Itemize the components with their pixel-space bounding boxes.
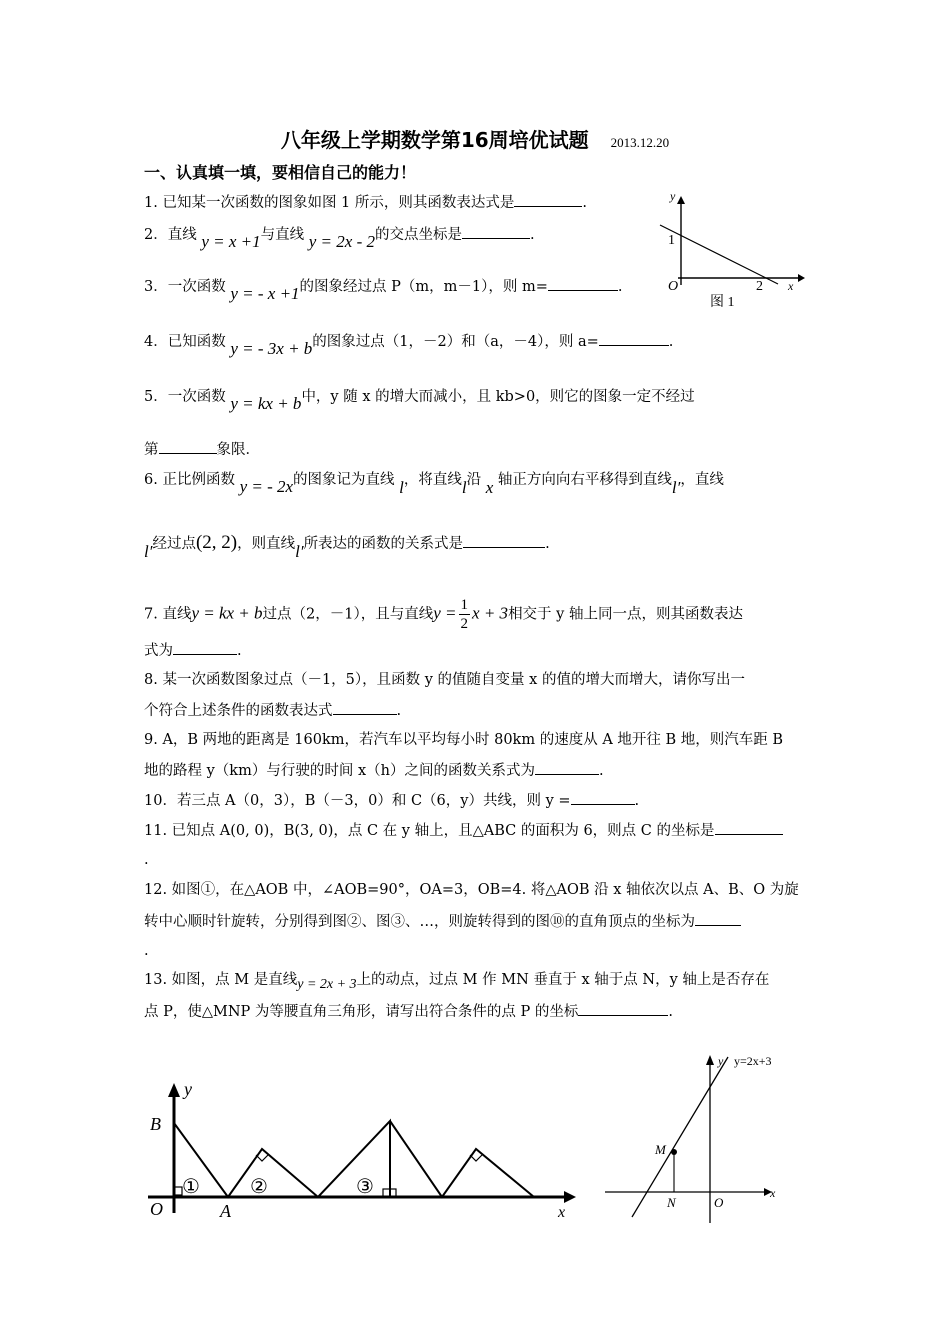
q6-line-lp: l′ bbox=[144, 542, 153, 561]
q6-x: x bbox=[485, 478, 494, 497]
question-8 bbox=[144, 670, 745, 690]
question-11 bbox=[144, 820, 783, 841]
q11-text: 11. 已知点 A(0, 0)，B(3, 0)，点 C 在 y 轴上，且△ABC 的面积为 6，则点 C 的坐标是 bbox=[144, 823, 715, 839]
q7-equation-2a: y = bbox=[433, 603, 457, 623]
fig1-y-arrow bbox=[677, 196, 685, 204]
q1-text: 1. 已知某一次函数的图象如图 1 所示，则其函数表达式是 bbox=[144, 195, 515, 211]
question-12-line-2 bbox=[144, 911, 741, 932]
q7-mid: 过点（2，－1），且与直线 bbox=[262, 606, 434, 623]
q6-pre: 6. 正比例函数 bbox=[144, 472, 235, 488]
question-12-line-3 bbox=[144, 941, 149, 961]
fig1-intercept-label: 1 bbox=[668, 233, 675, 248]
answer-blank bbox=[535, 760, 599, 775]
fig12-triangle-4 bbox=[390, 1121, 534, 1197]
q12-line1: 12. 如图①，在△AOB 中，∠AOB=90°，OA=3，OB=4. 将△AOB 沿 x 轴依次以点 A、B、O 为旋 bbox=[144, 882, 799, 898]
answer-blank bbox=[599, 331, 669, 346]
q2-pre: 2．直线 bbox=[144, 227, 197, 243]
fig13-N-label: N bbox=[667, 1195, 676, 1210]
q5-equation: y = kx + b bbox=[230, 394, 302, 413]
q7-post: 相交于 y 轴上同一点，则其函数表达 bbox=[508, 606, 743, 623]
answer-blank bbox=[462, 224, 530, 239]
question-3: 3．一次函数 y = - x +1的图象经过点 P（m，m－1），则 m= . bbox=[144, 276, 623, 297]
section-heading: 一、认真填一填，要相信自己的能力！ bbox=[144, 163, 417, 182]
q6-line-l: l bbox=[461, 478, 467, 497]
fig13-line-label: y=2x+3 bbox=[734, 1054, 772, 1068]
q13-post: 上的动点，过点 M 作 MN 垂直于 x 轴于点 N，y 轴上是否存在 bbox=[356, 972, 770, 988]
q6-line-lp: l′ bbox=[671, 478, 681, 497]
q6-line2-b: ，则直线 bbox=[237, 536, 296, 552]
fig13-M-label: M bbox=[655, 1142, 666, 1157]
question-10: 10．若三点 A（0，3），B（－3，0）和 C（6，y）共线，则 y = . bbox=[144, 790, 639, 811]
q8-line2: 个符合上述条件的函数表达式 bbox=[144, 703, 333, 719]
q9-line1: 9. A，B 两地的距离是 160km，若汽车以平均每小时 80km 的速度从 A 地开往 B 地，则汽车距 B bbox=[144, 732, 784, 748]
answer-blank bbox=[173, 640, 237, 655]
fig12-x-arrow bbox=[564, 1191, 576, 1203]
question-5-line-2 bbox=[144, 439, 260, 460]
q12-line3: . bbox=[144, 943, 149, 959]
q8-line1: 8. 某一次函数图象过点（－1，5），且函数 y 的值随自变量 x 的值的增大而增大，请你写出一 bbox=[144, 672, 745, 688]
answer-blank bbox=[514, 192, 582, 207]
q6-mid3: 沿 bbox=[466, 472, 482, 488]
q7-line2: 式为 bbox=[144, 643, 173, 659]
question-6 bbox=[144, 469, 724, 497]
q5-post: 中，y 随 x 的增大而减小，且 kb>0，则它的图象一定不经过 bbox=[301, 389, 695, 405]
question-13-line-2 bbox=[144, 1001, 673, 1022]
fig12-B-label: B bbox=[150, 1114, 161, 1134]
q9-line2: 地的路程 y（km）与行驶的时间 x（h）之间的函数关系式为 bbox=[144, 763, 535, 779]
q12-line2: 转中心顺时针旋转，分别得到图②、图③、…，则旋转得到的图⑩的直角顶点的坐标为 bbox=[144, 914, 695, 930]
question-12 bbox=[144, 880, 799, 900]
q13-pre: 13. 如图，点 M 是直线 bbox=[144, 972, 298, 988]
q5-line2-post: 象限． bbox=[216, 442, 260, 458]
question-7 bbox=[144, 596, 743, 633]
q13-line2-end: . bbox=[668, 1004, 673, 1020]
q7-equation-2b: x + 3 bbox=[472, 603, 509, 623]
figure-1 bbox=[650, 190, 810, 315]
answer-blank bbox=[463, 533, 545, 548]
fig13-O-label: O bbox=[714, 1195, 724, 1210]
fig1-y-label: y bbox=[670, 190, 676, 203]
q2-equation-2: y = 2x - 2 bbox=[308, 232, 375, 251]
q6-post: ，直线 bbox=[680, 472, 724, 488]
q6-line-lp: l′ bbox=[295, 542, 304, 561]
answer-blank bbox=[715, 820, 783, 835]
figure-12 bbox=[140, 1075, 590, 1225]
q3-pre: 3．一次函数 bbox=[144, 279, 226, 295]
figure-13 bbox=[600, 1045, 800, 1230]
fig1-function-line bbox=[660, 225, 778, 284]
fig13-line bbox=[632, 1057, 728, 1217]
q13-line2: 点 P，使△MNP 为等腰直角三角形，请写出符合条件的点 P 的坐标 bbox=[144, 1004, 579, 1020]
fig1-caption: 图 1 bbox=[710, 295, 735, 310]
fig1-x-intercept-label: 2 bbox=[756, 279, 763, 294]
q3-equation: y = - x +1 bbox=[230, 284, 300, 303]
answer-blank bbox=[159, 439, 217, 454]
q5-line2-pre: 第 bbox=[144, 442, 159, 458]
question-8-line-2: 个符合上述条件的函数表达式 . bbox=[144, 700, 401, 721]
q6-mid1: 的图象记为直线 bbox=[293, 472, 395, 488]
q7-equation-1: y = kx + b bbox=[191, 603, 263, 623]
fig12-circle-3: ③ bbox=[356, 1176, 374, 1198]
question-6-line-2: l′经过点(2, 2)，则直线l′所表达的函数的关系式是 . bbox=[144, 532, 550, 561]
question-9 bbox=[144, 730, 783, 750]
answer-blank bbox=[548, 276, 618, 291]
q5-pre: 5．一次函数 bbox=[144, 389, 226, 405]
question-1: 1. 已知某一次函数的图象如图 1 所示，则其函数表达式是 . bbox=[144, 192, 587, 213]
page-title bbox=[0, 124, 950, 153]
fig12-A-label: A bbox=[220, 1201, 231, 1221]
q4-pre: 4．已知函数 bbox=[144, 334, 226, 350]
q6-mid2: ，将直线 bbox=[403, 472, 462, 488]
fig12-y-label: y bbox=[184, 1079, 192, 1099]
q10-text: 10．若三点 A（0，3），B（－3，0）和 C（6，y）共线，则 y = bbox=[144, 793, 571, 809]
fig12-y-arrow bbox=[168, 1083, 180, 1097]
question-7-line-2: 式为 . bbox=[144, 640, 242, 661]
q6-equation: y = - 2x bbox=[239, 477, 294, 496]
fig1-x-label: x bbox=[788, 279, 794, 293]
title-text: 八年级上学期数学第16周培优试题 bbox=[280, 128, 589, 152]
q2-equation-1: y = x +1 bbox=[201, 232, 261, 251]
q6-mid4: 轴正方向向右平移得到直线 bbox=[497, 472, 672, 488]
fig13-y-label: y bbox=[718, 1054, 724, 1068]
q4-post: 的图象过点（1，－2）和（a，－4），则 a= bbox=[312, 334, 599, 350]
question-4: 4．已知函数 y = - 3x + b的图象过点（1，－2）和（a，－4），则 a= . bbox=[144, 331, 673, 352]
question-5 bbox=[144, 386, 695, 413]
q7-numerator: 1 bbox=[460, 597, 469, 613]
q4-equation: y = - 3x + b bbox=[230, 339, 313, 358]
date-text: 2013.12.20 bbox=[610, 135, 670, 150]
question-9-line-2: 地的路程 y（km）与行驶的时间 x（h）之间的函数关系式为 . bbox=[144, 760, 604, 781]
q6-line2-c: 所表达的函数的关系式是 bbox=[303, 536, 464, 552]
fig12-x-label: x bbox=[558, 1204, 566, 1221]
question-13 bbox=[144, 970, 769, 991]
fig13-point-M bbox=[671, 1149, 677, 1155]
q7-fraction bbox=[459, 596, 471, 633]
q2-mid: 与直线 bbox=[260, 227, 305, 243]
q6-line-l: l bbox=[399, 478, 404, 497]
q6-point: (2, 2) bbox=[195, 532, 238, 553]
q11-line2: . bbox=[144, 852, 149, 868]
q13-equation: y = 2x + 3 bbox=[297, 977, 357, 992]
question-11-line-2 bbox=[144, 850, 149, 870]
fig12-circle-2: ② bbox=[250, 1176, 268, 1198]
q7-pre: 7. 直线 bbox=[144, 606, 192, 623]
answer-blank bbox=[571, 790, 635, 805]
fig13-x-label: x bbox=[770, 1186, 776, 1200]
q3-post: 的图象经过点 P（m，m－1），则 m= bbox=[299, 279, 548, 295]
q6-line2-a: 经过点 bbox=[152, 536, 196, 552]
q2-post: 的交点坐标是 bbox=[374, 227, 462, 243]
fig13-y-arrow bbox=[706, 1055, 714, 1065]
fig12-O-label: O bbox=[150, 1199, 163, 1219]
q7-denominator: 2 bbox=[460, 616, 469, 632]
fig12-circle-1: ① bbox=[182, 1176, 200, 1198]
answer-blank bbox=[578, 1001, 668, 1016]
answer-blank bbox=[333, 700, 397, 715]
question-2: 2．直线 y = x +1与直线 y = 2x - 2的交点坐标是 . bbox=[144, 224, 535, 245]
answer-blank bbox=[695, 911, 741, 926]
fig1-origin-label: O bbox=[668, 279, 679, 294]
fig1-x-arrow bbox=[798, 274, 805, 282]
